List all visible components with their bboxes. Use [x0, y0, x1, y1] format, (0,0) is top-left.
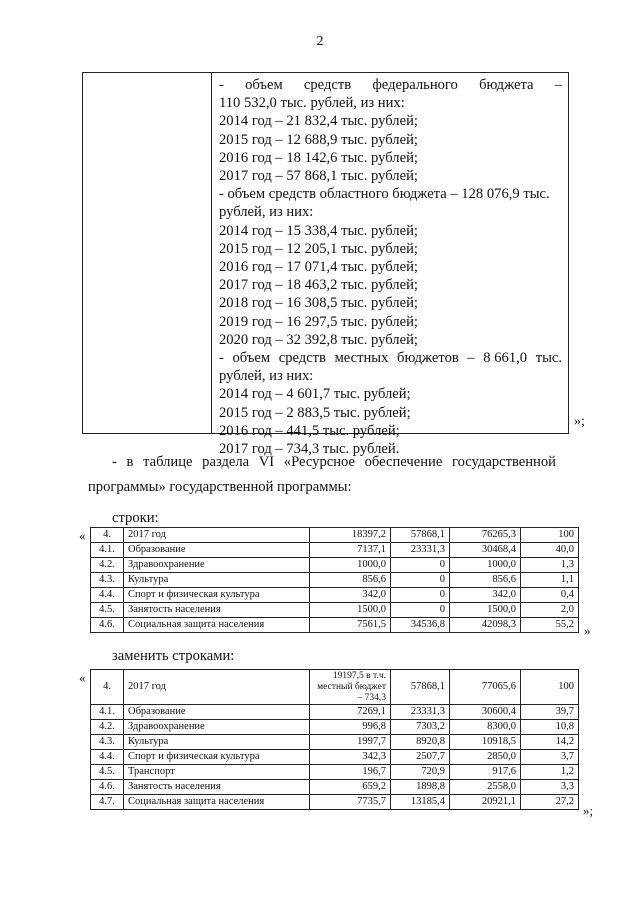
paragraph-continuation: программы» государственной программы:	[88, 479, 352, 495]
word: –	[467, 350, 475, 367]
table-cell: Образование	[124, 705, 310, 720]
word: -	[219, 77, 224, 93]
table-cell: 856,6	[310, 573, 391, 588]
table-cell: 1898,8	[391, 780, 450, 795]
federal-budget-line	[219, 76, 562, 94]
closing-quote: »;	[583, 803, 594, 818]
table-cell: 196,7	[310, 765, 391, 780]
table-cell: Здравоохранение	[124, 558, 310, 573]
table-row	[91, 558, 579, 573]
table-cell: 856,6	[450, 573, 521, 588]
table-cell: 20921,1	[450, 795, 521, 810]
new-rows-table	[90, 669, 579, 810]
table-cell: 1000,0	[310, 558, 391, 573]
table-cell: 2507,7	[391, 750, 450, 765]
table-cell: 14,2	[521, 735, 579, 750]
table-cell: 23331,3	[391, 705, 450, 720]
table-cell: 8920,8	[391, 735, 450, 750]
word: бюджетов	[397, 350, 459, 367]
table-cell: 100	[521, 670, 579, 705]
strings-label: строки:	[112, 510, 159, 526]
opening-quote: «	[79, 528, 86, 543]
table-row	[91, 720, 579, 735]
table-cell: 659,2	[310, 780, 391, 795]
page-number: 2	[316, 34, 324, 49]
table-cell: 2,0	[521, 603, 579, 618]
table-cell: 34536,8	[391, 618, 450, 633]
column-divider	[211, 73, 212, 433]
budget-line: 2016 год – 18 142,6 тыс. рублей;	[219, 149, 418, 166]
paragraph-intro	[112, 452, 570, 472]
table-cell: 76265,3	[450, 528, 521, 543]
word: местных	[334, 350, 389, 367]
table-cell: 10918,5	[450, 735, 521, 750]
table-row	[91, 588, 579, 603]
table-cell: Занятость населения	[124, 603, 310, 618]
table-cell: 1500,0	[450, 603, 521, 618]
budget-line: рублей, из них:	[219, 204, 314, 221]
table-cell: 342,0	[310, 588, 391, 603]
table-cell: 4.4.	[91, 750, 124, 765]
table-row	[91, 765, 579, 780]
budget-line: 2018 год – 16 308,5 тыс. рублей;	[219, 295, 418, 312]
table-cell: 996,8	[310, 720, 391, 735]
table-cell: Транспорт	[124, 765, 310, 780]
table-cell: 39,7	[521, 705, 579, 720]
word: –	[554, 77, 562, 93]
budget-line: 2014 год – 15 338,4 тыс. рублей;	[219, 222, 418, 239]
table-cell: 1,2	[521, 765, 579, 780]
word: средств	[303, 77, 352, 93]
table-cell: 0	[391, 573, 450, 588]
table-cell: Спорт и физическая культура	[124, 588, 310, 603]
table-cell: 720,9	[391, 765, 450, 780]
table-cell: 57868,1	[391, 670, 450, 705]
table-row	[91, 780, 579, 795]
table-cell: 4.5.	[91, 765, 124, 780]
table-row	[91, 543, 579, 558]
table-cell: 4.7.	[91, 795, 124, 810]
paragraph-text: - в таблице раздела VI «Ресурсное обеспечение государственной	[112, 454, 556, 470]
opening-quote: «	[79, 670, 86, 685]
table-cell: 4.3.	[91, 573, 124, 588]
table-cell: Спорт и физическая культура	[124, 750, 310, 765]
table-cell: 0	[391, 558, 450, 573]
table-cell: 7303,2	[391, 720, 450, 735]
table-row	[91, 573, 579, 588]
table-cell: 55,2	[521, 618, 579, 633]
table-row	[91, 670, 579, 705]
word: -	[219, 350, 224, 367]
budget-line: 2017 год – 18 463,2 тыс. рублей;	[219, 277, 418, 294]
table-cell: 4.	[91, 528, 124, 543]
table-cell: Социальная защита населения	[124, 795, 310, 810]
table-cell: 4.3.	[91, 735, 124, 750]
table-cell: 7561,5	[310, 618, 391, 633]
table-cell: 4.4.	[91, 588, 124, 603]
budget-line: 110 532,0 тыс. рублей, из них:	[219, 95, 405, 112]
table-cell: 27,2	[521, 795, 579, 810]
table-row	[91, 735, 579, 750]
word: 8 661,0	[483, 350, 528, 367]
table-cell: 3,7	[521, 750, 579, 765]
table-cell: 917,6	[450, 765, 521, 780]
table-cell: 1,3	[521, 558, 579, 573]
table-cell: 2017 год	[124, 528, 310, 543]
table-cell: 4.6.	[91, 618, 124, 633]
table-cell: 7735,7	[310, 795, 391, 810]
table-cell: 1997,7	[310, 735, 391, 750]
table-cell: 3,3	[521, 780, 579, 795]
table-row	[91, 795, 579, 810]
table-cell: 57868,1	[391, 528, 450, 543]
table-row	[91, 618, 579, 633]
table-cell: 18397,2	[310, 528, 391, 543]
table-cell: 13185,4	[391, 795, 450, 810]
table-cell: 77065,6	[450, 670, 521, 705]
table-cell: Социальная защита населения	[124, 618, 310, 633]
table-cell: 4.2.	[91, 558, 124, 573]
table-cell: Занятость населения	[124, 780, 310, 795]
old-rows-table	[90, 527, 579, 633]
table-cell: 7137,1	[310, 543, 391, 558]
table-cell: 4.1.	[91, 705, 124, 720]
table-cell: 342,3	[310, 750, 391, 765]
word: объем	[232, 350, 271, 367]
table-cell: 1500,0	[310, 603, 391, 618]
table-cell: 4.6.	[91, 780, 124, 795]
table-cell: 0,4	[521, 588, 579, 603]
budget-line: 2014 год – 21 832,4 тыс. рублей;	[219, 113, 418, 130]
budget-line: 2015 год – 2 883,5 тыс. рублей;	[219, 404, 411, 421]
budget-line: 2015 год – 12 688,9 тыс. рублей;	[219, 131, 418, 148]
table-cell: Образование	[124, 543, 310, 558]
table-row	[91, 705, 579, 720]
table-cell: 4.2.	[91, 720, 124, 735]
budget-cell	[219, 76, 562, 458]
table-cell: 40,0	[521, 543, 579, 558]
word: тыс.	[535, 350, 562, 367]
budget-line: 2016 год – 441,5 тыс. рублей;	[219, 422, 400, 439]
word: бюджета	[479, 77, 534, 93]
table-cell: 4.5.	[91, 603, 124, 618]
table-cell: 23331,3	[391, 543, 450, 558]
table-cell: 0	[391, 603, 450, 618]
table-cell: 2850,0	[450, 750, 521, 765]
word: средств	[278, 350, 326, 367]
table-cell: 30600,4	[450, 705, 521, 720]
budget-line: 2014 год – 4 601,7 тыс. рублей;	[219, 386, 411, 403]
table-cell: Культура	[124, 735, 310, 750]
table-row	[91, 528, 579, 543]
budget-line: - объем средств областного бюджета – 128 076,9 тыс.	[219, 186, 550, 203]
budget-line: 2017 год – 57 868,1 тыс. рублей;	[219, 168, 418, 185]
table-cell: 4.	[91, 670, 124, 705]
closing-quote: »;	[574, 414, 585, 429]
table-cell: 10,8	[521, 720, 579, 735]
budget-line: 2016 год – 17 071,4 тыс. рублей;	[219, 259, 418, 276]
replace-label: заменить строками:	[112, 648, 235, 664]
budget-line: 2019 год – 16 297,5 тыс. рублей;	[219, 313, 418, 330]
local-budget-line	[219, 349, 562, 367]
table-cell: Культура	[124, 573, 310, 588]
budget-table	[82, 72, 569, 458]
table-cell: 8300,0	[450, 720, 521, 735]
table-cell: 30468,4	[450, 543, 521, 558]
table-cell: 7269,1	[310, 705, 391, 720]
word: объем	[245, 77, 283, 93]
table-cell: 1,1	[521, 573, 579, 588]
table-row	[91, 750, 579, 765]
table-cell: 4.1.	[91, 543, 124, 558]
budget-line: 2017 год – 734,3 тыс. рублей.	[219, 441, 400, 458]
table-cell: 2558,0	[450, 780, 521, 795]
table-cell: 0	[391, 588, 450, 603]
budget-line: 2015 год – 12 205,1 тыс. рублей;	[219, 240, 418, 257]
table-row	[91, 603, 579, 618]
table-cell: 100	[521, 528, 579, 543]
table-cell: 19197,5 в т.ч. местный бюджет – 734,3	[310, 670, 391, 705]
table-cell: Здравоохранение	[124, 720, 310, 735]
word: федерального	[372, 77, 458, 93]
table-cell: 42098,3	[450, 618, 521, 633]
budget-line: рублей, из них:	[219, 368, 314, 385]
table-cell: 1000,0	[450, 558, 521, 573]
closing-quote: »	[584, 623, 591, 638]
table-cell: 342,0	[450, 588, 521, 603]
budget-line: 2020 год – 32 392,8 тыс. рублей;	[219, 331, 418, 348]
table-cell: 2017 год	[124, 670, 310, 705]
